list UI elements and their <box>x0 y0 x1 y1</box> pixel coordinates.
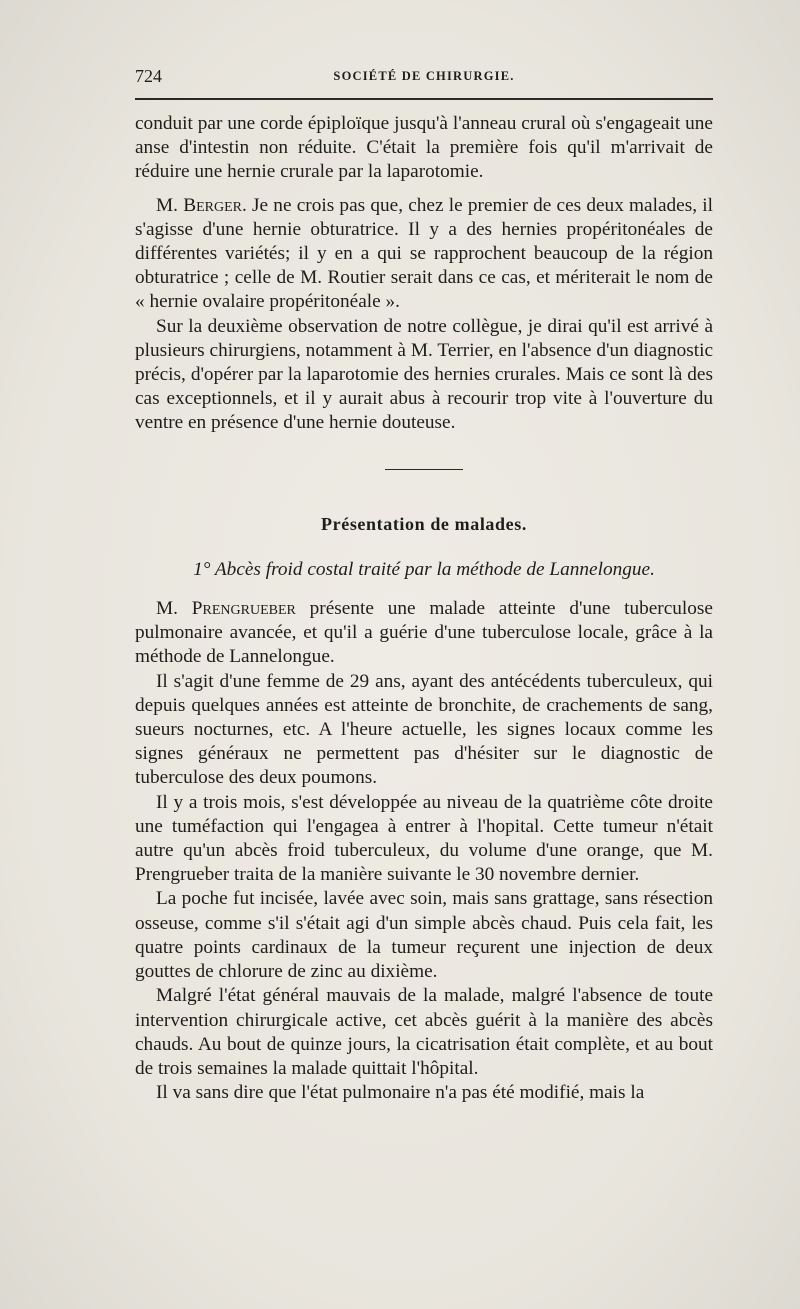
section-separator <box>385 469 463 470</box>
paragraph: La poche fut incisée, lavée avec soin, mais sans grattage, sans résection osseuse, comme s'il s'était agi d'un simple abcès chaud. Puis cela fait, les quatre points cardinaux de la tumeur reçurent une injection de deux gouttes de chlorure de zinc au dixième. <box>135 888 713 983</box>
page-number: 724 <box>135 66 162 86</box>
speaker-name: Prengrueber <box>191 598 296 620</box>
speaker-prefix: M. <box>156 194 184 216</box>
paragraph: Il s'agit d'une femme de 29 ans, ayant des antécédents tuberculeux, qui depuis quelques années est atteinte de bronchite, de crachements de sang, sueurs nocturnes, etc. A l'heure actuelle, les signes locaux comme les signes généraux ne permettent pas d'hésiter sur le diagnostic de tuberculose des deux poumons. <box>135 670 713 789</box>
speaker-prefix: M. <box>156 598 192 620</box>
speaker-name: Berger <box>183 194 242 216</box>
page-header <box>135 66 713 90</box>
body-text <box>135 112 713 1105</box>
paragraph-berger <box>135 194 713 315</box>
section-heading: Présentation de malades. <box>321 513 527 534</box>
running-title: SOCIÉTÉ DE CHIRURGIE. <box>333 69 515 83</box>
paragraph-prengrueber <box>135 597 713 670</box>
paragraph-text: présente une malade atteinte d'une tuberculose pulmonaire avancée, et qu'il a guérie d'une tuberculose locale, grâce à la méthode de Lannelongue. <box>135 598 713 668</box>
header-rule <box>135 98 713 100</box>
subsection-heading: 1° Abcès froid costal traité par la méthode de Lannelongue. <box>193 558 655 580</box>
paragraph: Sur la deuxième observation de notre collègue, je dirai qu'il est arrivé à plusieurs chirurgiens, notamment à M. Terrier, en l'absence d'un diagnostic précis, d'opérer par la laparotomie des hernies crurales. Mais ce sont là des cas exceptionnels, et il y aurait abus à recourir trop vite à l'ouverture du ventre en présence d'une hernie douteuse. <box>135 315 713 434</box>
paragraph-continuation: conduit par une corde épiploïque jusqu'à l'anneau crural où s'engageait une anse d'intestin non réduite. C'était la première fois qu'il m'arrivait de réduire une hernie crurale par la laparotomie. <box>135 113 713 183</box>
paragraph: Il y a trois mois, s'est développée au niveau de la quatrième côte droite une tuméfaction qui l'engagea à entrer à l'hopital. Cette tumeur n'était autre qu'un abcès froid tuberculeux, du volume d'une orange, que M. Prengrueber traita de la manière suivante le 30 novembre dernier. <box>135 791 713 886</box>
paragraph-text: . Je ne crois pas que, chez le premier de ces deux malades, il s'agisse d'une hernie obturatrice. Il y a des hernies propéritonéales de différentes variétés; il y en a qui se rapprochent beaucoup de la région obturatrice ; celle de M. Routier serait dans ce cas, et mériterait le nom de « hernie ovalaire propéritonéale ». <box>135 194 713 313</box>
paragraph: Il va sans dire que l'état pulmonaire n'a pas été modifié, mais la <box>156 1082 645 1104</box>
paragraph: Malgré l'état général mauvais de la malade, malgré l'absence de toute intervention chirurgicale active, cet abcès guérit à la manière des abcès chauds. Au bout de quinze jours, la cicatrisation était complète, et au bout de trois semaines la malade quittait l'hôpital. <box>135 985 713 1079</box>
